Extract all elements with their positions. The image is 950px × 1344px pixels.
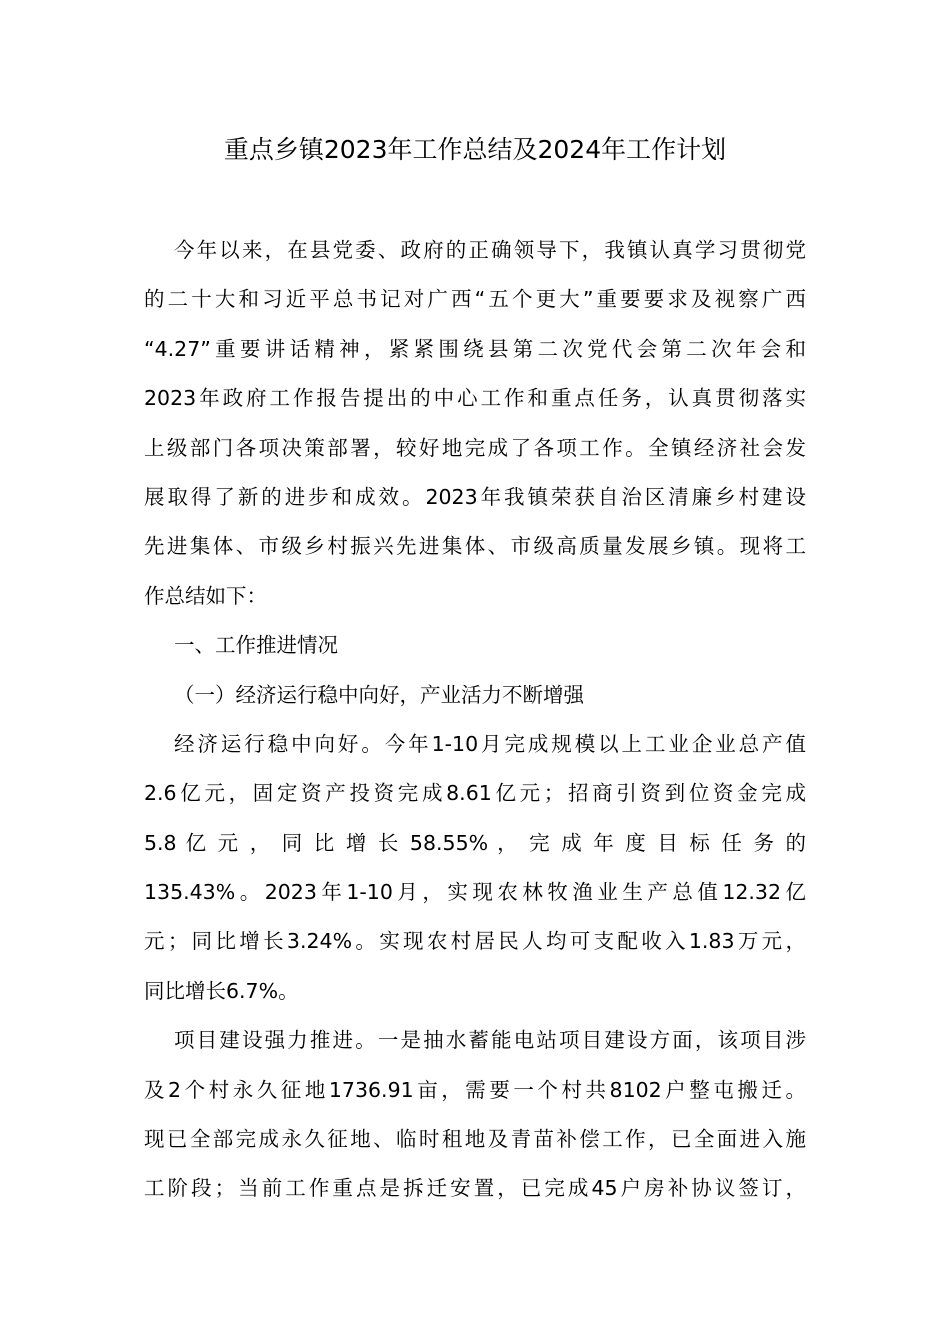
paragraph-line: 展取得了新的进步和成效。2023年我镇荣获自治区清廉乡村建设	[144, 484, 806, 509]
paragraph-line: 现已全部完成永久征地、临时租地及青苗补偿工作，已全面进入施	[144, 1127, 806, 1152]
paragraph-line: 项目建设强力推进。一是抽水蓄能电站项目建设方面，该项目涉	[174, 1028, 806, 1053]
subsection-heading: （一）经济运行稳中向好，产业活力不断增强	[174, 682, 584, 707]
paragraph-line: “4.27”重要讲话精神，紧紧围绕县第二次党代会第二次年会和	[144, 336, 806, 361]
document-title: 重点乡镇2023年工作总结及2024年工作计划	[223, 135, 727, 164]
paragraph-line: 及2个村永久征地1736.91亩，需要一个村共8102户整屯搬迁。	[144, 1077, 806, 1102]
paragraph-line: 的二十大和习近平总书记对广西“五个更大”重要要求及视察广西	[144, 287, 806, 312]
paragraph-line: 先进集体、市级乡村振兴先进集体、市级高质量发展乡镇。现将工	[144, 534, 806, 559]
paragraph-line: 作总结如下：	[144, 583, 267, 608]
section-heading: 一、工作推进情况	[174, 633, 338, 658]
paragraph-line: 5.8 亿 元 ， 同 比 增 长 58.55% ， 完 成 年 度 目 标 任 务 的	[144, 830, 806, 855]
paragraph-line: 2023年政府工作报告提出的中心工作和重点任务，认真贯彻落实	[144, 386, 806, 411]
paragraph-line: 今年以来，在县党委、政府的正确领导下，我镇认真学习贯彻党	[174, 238, 806, 262]
paragraph-line: 工阶段；当前工作重点是拆迁安置，已完成45户房补协议签订，	[144, 1176, 806, 1201]
document-body	[144, 226, 806, 1214]
paragraph-line: 上级部门各项决策部署，较好地完成了各项工作。全镇经济社会发	[144, 435, 806, 460]
paragraph-line: 同比增长6.7%。	[144, 978, 299, 1003]
paragraph-line: 135.43%。2023年1-10月，实现农林牧渔业生产总值12.32亿	[144, 880, 806, 905]
paragraph-line: 元；同比增长3.24%。实现农村居民人均可支配收入1.83万元，	[144, 929, 806, 954]
paragraph-line: 2.6亿元，固定资产投资完成8.61亿元；招商引资到位资金完成	[144, 781, 806, 806]
paragraph-line: 经济运行稳中向好。今年1-10月完成规模以上工业企业总产值	[174, 731, 806, 756]
